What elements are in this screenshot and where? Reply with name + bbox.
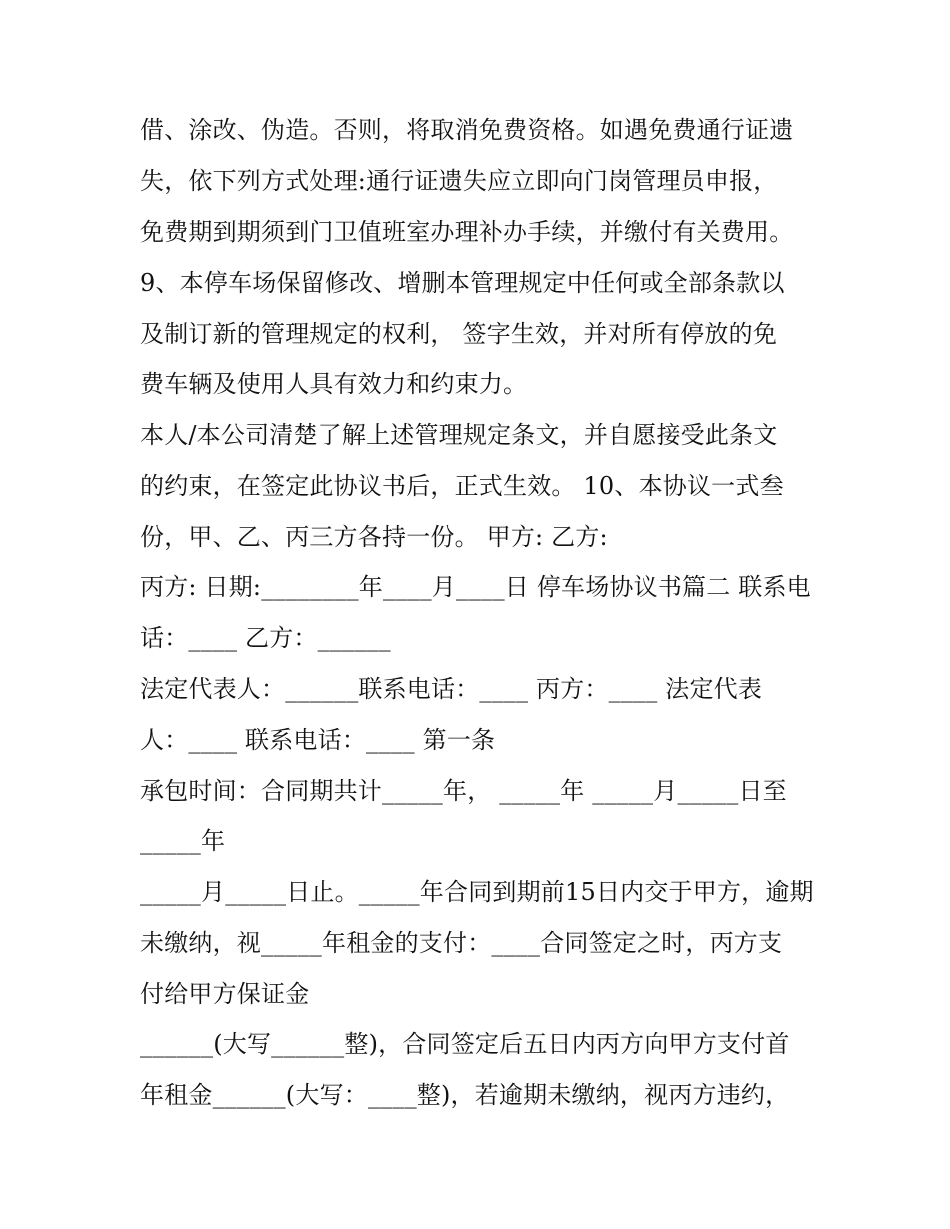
text-line: 未缴纳，视_____年租金的支付：____合同签定之时，丙方支 xyxy=(140,929,783,957)
text-line: 份，甲、乙、丙三方各持一份。 甲方: 乙方: xyxy=(140,523,608,551)
text-line: 9、本停车场保留修改、增删本管理规定中任何或全部条款以 xyxy=(140,269,785,297)
text-line: 的约束，在签定此协议书后，正式生效。 10、本协议一式叁 xyxy=(140,472,784,500)
text-line: _____月_____日止。_____年合同到期前15日内交于甲方，逾期 xyxy=(140,878,814,906)
text-line: 借、涂改、伪造。否则，将取消免费资格。如遇免费通行证遗 xyxy=(140,116,794,144)
text-line: 承包时间：合同期共计_____年， _____年 _____月_____日至 xyxy=(140,777,787,805)
text-line: 话：____ 乙方：______ xyxy=(140,624,391,652)
text-line: 法定代表人：______联系电话：____ 丙方：____ 法定代表 xyxy=(140,675,763,703)
text-line: 费车辆及使用人具有效力和约束力。 xyxy=(140,370,528,398)
text-line: 免费期到期须到门卫值班室办理补办手续，并缴付有关费用。 xyxy=(140,218,794,246)
text-line: ______(大写______整)，合同签定后五日内丙方向甲方支付首 xyxy=(140,1030,790,1058)
text-line: 失，依下列方式处理:通行证遗失应立即向门岗管理员申报， xyxy=(140,167,778,195)
text-line: 丙方: 日期:________年____月____日 停车场协议书篇二 联系电 xyxy=(140,573,811,601)
text-line: 人：____ 联系电话：____ 第一条 xyxy=(140,726,496,754)
text-line: 年租金______(大写：____整)，若逾期未缴纳，视丙方违约， xyxy=(140,1081,790,1109)
text-line: 及制订新的管理规定的权利， 签字生效，并对所有停放的免 xyxy=(140,320,778,348)
text-line: 本人/本公司清楚了解上述管理规定条文，并自愿接受此条文 xyxy=(140,421,778,449)
text-line: 付给甲方保证金 xyxy=(140,980,310,1008)
text-line: _____年 xyxy=(140,827,226,855)
